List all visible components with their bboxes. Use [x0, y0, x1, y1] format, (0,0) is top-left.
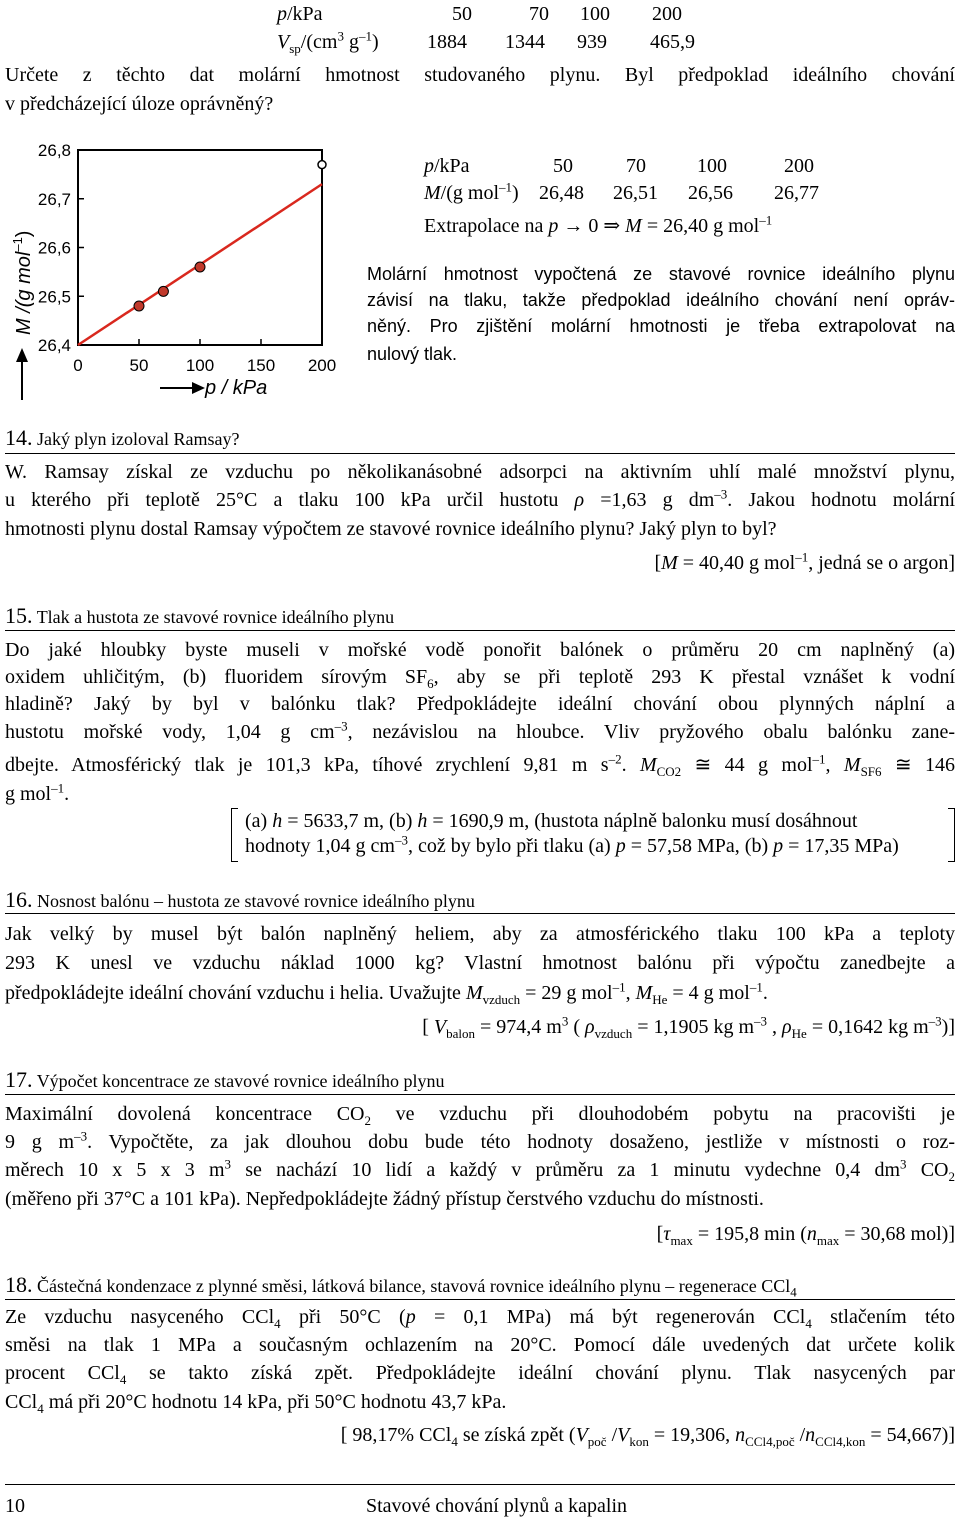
answer13-m-50: 26,48: [539, 182, 584, 204]
answer13-text-line-2: závisí na tlaku, takže předpoklad ideálního chování není opráv-: [367, 290, 955, 310]
q17-line-1: Maximální dovolená koncentrace $CO_2$ ve vzduchu při dlouhodobém pobytu na pracovišti je: [5, 1103, 955, 1128]
q14-line-1: W. Ramsay získal ze vzduchu po několikanásobné adsorpci na aktivním uhlí malé množství plynu,: [5, 461, 955, 483]
q17-line-2: 9 g $m^{-3}$. Vypočtěte, za jak dlouhou dobu bude této hodnoty dosaženo, jestliže v místnosti o roz-: [5, 1128, 955, 1153]
q15-divider: [5, 630, 955, 631]
answer13-p-label: p/kPa: [424, 155, 470, 177]
chart-x-tick-label: 200: [307, 356, 337, 375]
top-table-p-label: p/kPa: [277, 3, 323, 25]
q17-divider: [5, 1094, 955, 1095]
q14-answer: [M = 40,40 g mol$^{-1}$, jedná se o argon]: [654, 549, 955, 574]
q18-line-2: směsi na tlak 1 MPa a současným ochlazením na 20°C. Pomocí dále uvedených dat určete kolik: [5, 1334, 955, 1356]
top-table-p-70: 70: [529, 3, 549, 25]
answer13-p-200: 200: [784, 155, 814, 177]
chart-x-tick-label: 50: [129, 356, 149, 375]
chart-x-tick-label: 100: [185, 356, 215, 375]
answer13-p-100: 100: [697, 155, 727, 177]
chart-y-tick-label: 26,4: [37, 336, 71, 355]
chart-plot-frame: [78, 150, 322, 345]
chart-data-point: [158, 286, 168, 296]
q15-line-5: dbejte. Atmosférický tlak je 101,3 kPa, tíhové zrychlení 9,81 m $s^{-2}$. $M_{CO2}$ ≅ 44 g mol$^{-1}$, $M_{SF6}$ ≅ 146: [5, 751, 956, 779]
q14-divider: [5, 453, 955, 454]
q16-line-2: 293 K unesl ve vzduchu náklad 1000 kg? Vlastní hmotnost balónu při výpočtu zanedbejte a: [5, 952, 955, 974]
answer13-m-70: 26,51: [613, 182, 658, 204]
q18-line-3: procent CCl$_4$ se takto získá zpět. Předpokládejte ideální chování plynu. Tlak nasycených par: [5, 1362, 955, 1387]
top-table-v-50: 1884: [427, 31, 467, 53]
chart-data-point: [134, 301, 144, 311]
answer13-text-line-3: něný. Pro zjištění molární hmotnosti je třeba extrapolovat na: [367, 316, 955, 336]
top-table-v-200: 465,9: [650, 31, 695, 53]
q15-line-1: Do jaké hloubky byste museli v mořské vodě ponořit balónek o průměru 20 cm naplněný (a): [5, 639, 955, 661]
page-number: 10: [5, 1495, 25, 1517]
answer13-m-200: 26,77: [774, 182, 819, 204]
q15-line-6: g mol$^{-1}$.: [5, 780, 70, 805]
q18-line-1: Ze vzduchu nasyceného CCl$_4$ při 50°C (p = 0,1 MPa) má být regenerován CCl$_4$ stlačením této: [5, 1306, 955, 1331]
q15-line-2: oxidem uhličitým, (b) fluoridem sírovým $SF_6$, aby se při teplotě 293 K přestal vznášet k vodní: [5, 666, 955, 691]
q17-heading: 17. Výpočet koncentrace ze stavové rovnice ideálního plynu: [5, 1067, 445, 1092]
answer13-p-50: 50: [553, 155, 573, 177]
q15-line-3: hladině? Jaký by byl v balónku tlak? Předpokládejte ideální chování obou plynných náplní a: [5, 693, 955, 715]
molar-mass-vs-pressure-chart: [0, 130, 350, 410]
q16-line-3: předpokládejte ideální chování vzduchu i helia. Uvažujte $M_{vzduch} = 29$ g mol$^{-1}$, $M_{He} = 4$ g mol$^{-1}$.: [5, 979, 768, 1007]
q18-answer: [ 98,17% CCl$_4$ se získá zpět ($V_{poč}$ $/V_{kon} = 19,306$, $n_{CCl4,poč}$ $/n_{CCl4,kon} = 54,667$)]: [340, 1424, 955, 1449]
q15-answer-bracket-left: [231, 808, 238, 862]
answer13-text-line-4: nulový tlak.: [367, 344, 458, 364]
q15-answer-line-2: hodnoty 1,04 g $cm^{-3}$, což by bylo při tlaku (a) p = 57,58 MPa, (b) p = 17,35 MPa): [245, 832, 899, 857]
footer-rule: [5, 1484, 955, 1485]
q15-heading: 15. Tlak a hustota ze stavové rovnice ideálního plynu: [5, 603, 395, 628]
q13-line-1: Určete z těchto dat molární hmotnost studovaného plynu. Byl předpoklad ideálního chování: [5, 64, 955, 86]
q17-line-3: měrech 10 x 5 x 3 $m^3$ se nachází 10 lidí a každý v průměru za 1 minutu vydechne 0,4 $dm^3$ $CO_2$: [5, 1156, 956, 1184]
answer13-text-line-1: Molární hmotnost vypočtená ze stavové rovnice ideálního plynu: [367, 264, 955, 284]
q16-divider: [5, 913, 955, 914]
top-table-v-100: 939: [577, 31, 607, 53]
running-title: Stavové chování plynů a kapalin: [366, 1495, 628, 1517]
chart-data-point: [195, 262, 205, 272]
q15-answer-bracket-right: [948, 808, 955, 862]
top-table-v-70: 1344: [505, 31, 545, 53]
top-table-p-50: 50: [452, 3, 472, 25]
q15-line-4: hustotu mořské vody, 1,04 g $cm^{-3}$, nezávislou na hloubce. Vliv pryžového obalu balónku zane-: [5, 718, 955, 743]
chart-y-axis-arrow: [16, 348, 28, 400]
q13-line-2: v předcházející úloze oprávněný?: [5, 93, 274, 115]
q17-answer: [$\tau_{max} = 195,8$ $\min (n_{max} = 30,68$ mol)]: [656, 1223, 955, 1248]
chart-x-tick-label: 0: [73, 356, 83, 375]
chart-y-tick-label: 26,7: [37, 189, 71, 209]
top-table-p-200: 200: [652, 3, 682, 25]
top-table-p-100: 100: [580, 3, 610, 25]
q16-line-1: Jak velký by musel být balón naplněný heliem, aby za atmosférického tlaku 100 kPa a teploty: [5, 923, 955, 945]
chart-y-tick-label: 26,5: [37, 287, 71, 307]
answer13-p-70: 70: [626, 155, 646, 177]
q18-line-4: CCl$_4$ má při 20°C hodnotu 14 kPa, při 50°C hodnotu 43,7 kPa.: [5, 1391, 507, 1416]
q16-heading: 16. Nosnost balónu – hustota ze stavové rovnice ideálního plynu: [5, 887, 475, 912]
chart-y-axis-label: M /(g mol$^{-1}$): [10, 230, 35, 335]
chart-y-tick-label: 26,6: [37, 238, 71, 258]
chart-x-tick-label: 150: [246, 356, 276, 375]
answer13-m-label: M/(g mol$^{-1}$): [424, 179, 519, 204]
top-table-v-label: $V_{sp}/(cm^3$ $g^{-1}$): [277, 28, 379, 56]
q15-answer-line-1: (a) h = 5633,7 m, (b) h = 1690,9 m, (hustota náplně balonku musí dosáhnout: [245, 810, 858, 832]
q14-line-2: u kterého při teplotě 25°C a tlaku 100 kPa určil hustotu ρ =1,63 g $dm^{-3}$. Jakou hodnotu molární: [5, 486, 955, 511]
q14-line-3: hmotnosti plynu dostal Ramsay výpočtem ze stavové rovnice ideálního plynu? Jaký plyn to byl?: [5, 518, 777, 540]
answer13-m-100: 26,56: [688, 182, 733, 204]
q18-heading: 18. Částečná kondenzace z plynné směsi, látková bilance, stavová rovnice ideálního plynu – regenerace CCl$_4$: [5, 1272, 797, 1300]
q16-answer: [ $V_{balon} = 974,4$ $m^3$ ( $\rho_{vzduch} = 1,1905$ kg $m^{-3}$ , $\rho_{He} = 0,1642$ kg $m^{-3}$)]: [422, 1013, 955, 1041]
q17-line-4: (měřeno při 37°C a 101 kPa). Nepředpokládejte žádný přístup čerstvého vzduchu do místnosti.: [5, 1188, 764, 1210]
chart-y-tick-label: 26,8: [37, 141, 71, 160]
q18-divider: [5, 1299, 955, 1300]
chart-x-axis-arrow: [160, 382, 205, 394]
q14-heading: 14. Jaký plyn izoloval Ramsay?: [5, 425, 240, 450]
answer13-extrapolation: Extrapolace na p → 0 ⇒ M = 26,40 g mol$^{-1}$: [424, 212, 773, 237]
chart-data-point: [318, 161, 326, 169]
chart-x-axis-label: p / kPa: [205, 377, 268, 399]
